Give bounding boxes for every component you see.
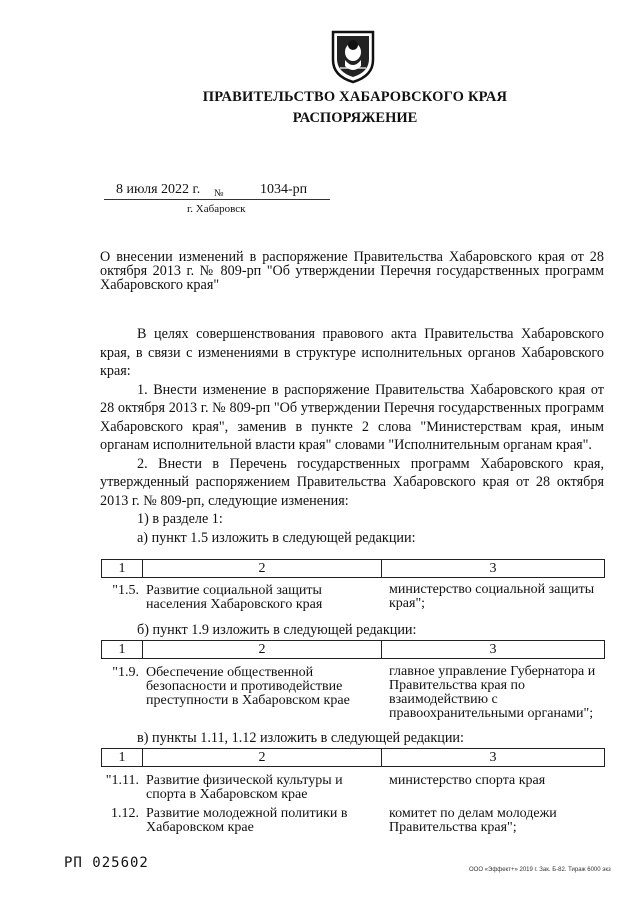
item-1-9-number: "1.9. bbox=[112, 665, 139, 680]
col-header-1: 1 bbox=[102, 749, 143, 767]
item-1-11-number: "1.11. bbox=[105, 773, 139, 788]
coat-of-arms-emblem bbox=[331, 30, 375, 84]
col-header-2: 2 bbox=[143, 749, 382, 767]
paragraph-point-v-wrap bbox=[100, 729, 604, 748]
item-1-9-org: главное управление Губернатора и Правительства края по взаимодействию с правоохранительными органами"; bbox=[389, 664, 596, 721]
city-label: г. Хабаровск bbox=[187, 203, 246, 215]
col-header-3: 3 bbox=[382, 749, 605, 767]
paragraph-point-b-wrap bbox=[100, 621, 604, 640]
item-1-12-org: комитет по делам молодежи Правительства края"; bbox=[389, 806, 557, 835]
number-label: № bbox=[214, 188, 224, 199]
item-1-9-name: Обеспечение общественной безопасности и противодействие преступности в Хабаровском крае bbox=[146, 665, 350, 708]
paragraph-intro: В целях совершенствования правового акта Правительства Хабаровского края, в связи с изменениями в структуре исполнительных органов Хабаровского края: bbox=[100, 326, 604, 379]
document-date: 8 июля 2022 г. bbox=[116, 182, 201, 197]
paragraph-item-2: 2. Внести в Перечень государственных программ Хабаровского края, утвержденный распоряжением Правительства Хабаровского края от 28 октября 2013 г. № 809-рп, следующие изменения: bbox=[100, 455, 604, 509]
government-heading: ПРАВИТЕЛЬСТВО ХАБАРОВСКОГО КРАЯ bbox=[202, 89, 508, 105]
item-1-5-org: министерство социальной защиты края"; bbox=[389, 582, 595, 611]
col-header-3: 3 bbox=[382, 641, 605, 659]
col-header-1: 1 bbox=[102, 560, 143, 578]
printer-imprint: ООО «Эффект+» 2019 г. Зак. Б-82. Тираж 6000 экз bbox=[469, 867, 611, 873]
item-1-11-org: министерство спорта края bbox=[389, 773, 546, 788]
paragraph-point-b: б) пункт 1.9 изложить в следующей редакции: bbox=[137, 622, 417, 638]
paragraph-point-v: в) пункты 1.11, 1.12 изложить в следующей редакции: bbox=[137, 730, 464, 746]
date-underline bbox=[104, 199, 330, 200]
col-header-2: 2 bbox=[143, 560, 382, 578]
paragraph-item-1: 1. Внести изменение в распоряжение Правительства Хабаровского края от 28 октября 2013 г. № 809-рп "Об утверждении Перечня государственных программ Хабаровского края", заменив в пункте 2 слова "Министерствам края, иным органам исполнительной власти края" словами "Исполнительным органам края". bbox=[100, 381, 604, 453]
col-header-1: 1 bbox=[102, 641, 143, 659]
item-1-12-number: 1.12. bbox=[111, 806, 139, 821]
table-header-a bbox=[101, 559, 605, 578]
paragraph-section-1: 1) в разделе 1: bbox=[137, 511, 223, 527]
item-1-5-number: "1.5. bbox=[112, 583, 139, 598]
table-header-c bbox=[101, 748, 605, 767]
form-serial-number: РП 025602 bbox=[64, 855, 149, 871]
document-type-heading: РАСПОРЯЖЕНИЕ bbox=[292, 110, 418, 126]
document-body bbox=[100, 325, 604, 547]
item-1-11-name: Развитие физической культуры и спорта в Хабаровском крае bbox=[146, 773, 343, 802]
col-header-3: 3 bbox=[382, 560, 605, 578]
table-header-b bbox=[101, 640, 605, 659]
item-1-12-name: Развитие молодежной политики в Хабаровском крае bbox=[146, 806, 348, 835]
document-title: О внесении изменений в распоряжение Правительства Хабаровского края от 28 октября 2013 г. № 809-рп "Об утверждении Перечня государственных программ Хабаровского края" bbox=[100, 249, 604, 293]
paragraph-point-a: а) пункт 1.5 изложить в следующей редакции: bbox=[137, 529, 416, 546]
document-number: 1034-рп bbox=[260, 182, 308, 197]
item-1-5-name: Развитие социальной защиты населения Хабаровского края bbox=[146, 583, 323, 612]
col-header-2: 2 bbox=[143, 641, 382, 659]
